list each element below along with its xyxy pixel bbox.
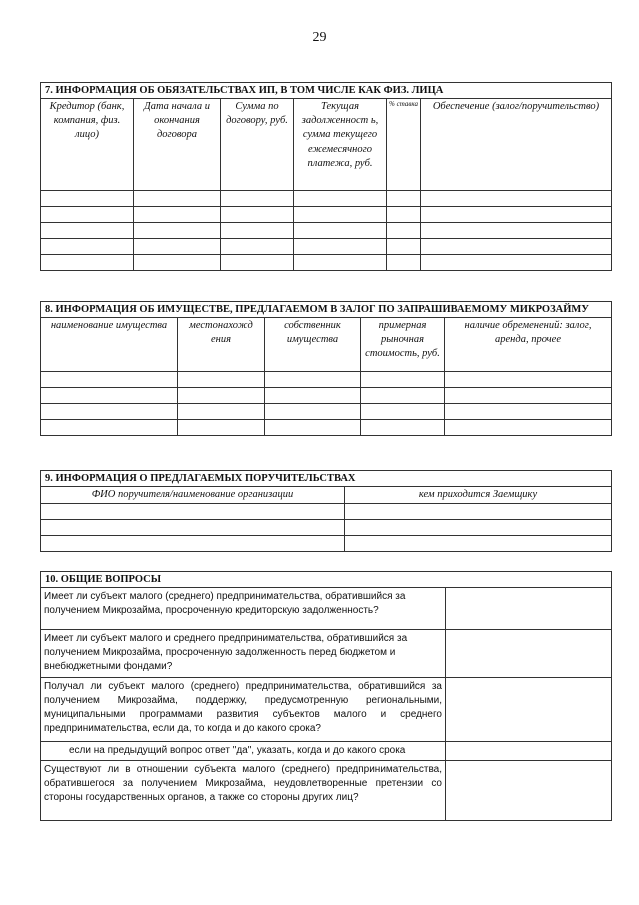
answer-field[interactable] — [446, 761, 612, 821]
column-header: местонахожд ения — [178, 318, 265, 372]
answer-field[interactable] — [446, 630, 612, 678]
table-row — [41, 207, 612, 223]
question-text: Имеет ли субъект малого и среднего предпринимательства, обратившийся за получением Микрозайма, просроченную задолженность перед бюджетом и внебюджетными фондами? — [41, 630, 446, 678]
question-text: Существуют ли в отношении субъекта малого (среднего) предпринимательства, обратившегося за получением Микрозайма, неудовлетворенные претензии со стороны государственных органов, а также со стороны других лиц? — [41, 761, 446, 821]
column-header: Дата начала и окончания договора — [134, 99, 221, 191]
answer-field[interactable] — [446, 588, 612, 630]
section-8-table — [40, 301, 612, 436]
column-header: % ставка — [387, 99, 421, 191]
column-header: Текущая задолженност ь, сумма текущего ежемесячного платежа, руб. — [294, 99, 387, 191]
column-header: примерная рыночная стоимость, руб. — [361, 318, 445, 372]
answer-field[interactable] — [446, 678, 612, 742]
section-10-table — [40, 571, 612, 821]
table-row — [41, 255, 612, 271]
question-text: если на предыдущий вопрос ответ "да", указать, когда и до какого срока — [41, 742, 446, 761]
table-row — [41, 504, 612, 520]
column-header: наименование имущества — [41, 318, 178, 372]
table-row — [41, 520, 612, 536]
section-8-title: 8. ИНФОРМАЦИЯ ОБ ИМУЩЕСТВЕ, ПРЕДЛАГАЕМОМ В ЗАЛОГ ПО ЗАПРАШИВАЕМОМУ МИКРОЗАЙМУ — [41, 302, 612, 318]
question-text: Получал ли субъект малого (среднего) предпринимательства, обратившийся за получением Микрозайма, поддержку, предусмотренную региональными, муниципальными программами развития субъектов малого и среднего предпринимательства, если да, то когда и до какого срока? — [41, 678, 446, 742]
question-text: Имеет ли субъект малого (среднего) предпринимательства, обратившийся за получением Микрозайма, просроченную кредиторскую задолженность? — [41, 588, 446, 630]
column-header: Обеспечение (залог/поручительство) — [421, 99, 612, 191]
page-number: 29 — [312, 30, 327, 45]
table-row — [41, 536, 612, 552]
column-header: ФИО поручителя/наименование организации — [41, 487, 345, 504]
table-row — [41, 223, 612, 239]
column-header: кем приходится Заемщику — [345, 487, 612, 504]
table-row — [41, 372, 612, 388]
section-7-title: 7. ИНФОРМАЦИЯ ОБ ОБЯЗАТЕЛЬСТВАХ ИП, В ТОМ ЧИСЛЕ КАК ФИЗ. ЛИЦА — [41, 83, 612, 99]
table-row — [41, 191, 612, 207]
section-9-table — [40, 470, 612, 552]
column-header: собственник имущества — [265, 318, 361, 372]
table-row — [41, 420, 612, 436]
section-9-title: 9. ИНФОРМАЦИЯ О ПРЕДЛАГАЕМЫХ ПОРУЧИТЕЛЬСТВАХ — [41, 471, 612, 487]
answer-field[interactable] — [446, 742, 612, 761]
table-row — [41, 239, 612, 255]
section-7-table — [40, 82, 612, 271]
column-header: Кредитор (банк, компания, физ. лицо) — [41, 99, 134, 191]
table-row — [41, 388, 612, 404]
section-10-title: 10. ОБЩИЕ ВОПРОСЫ — [41, 572, 612, 588]
column-header: Сумма по договору, руб. — [221, 99, 294, 191]
table-row — [41, 404, 612, 420]
column-header: наличие обременений: залог, аренда, прочее — [445, 318, 612, 372]
